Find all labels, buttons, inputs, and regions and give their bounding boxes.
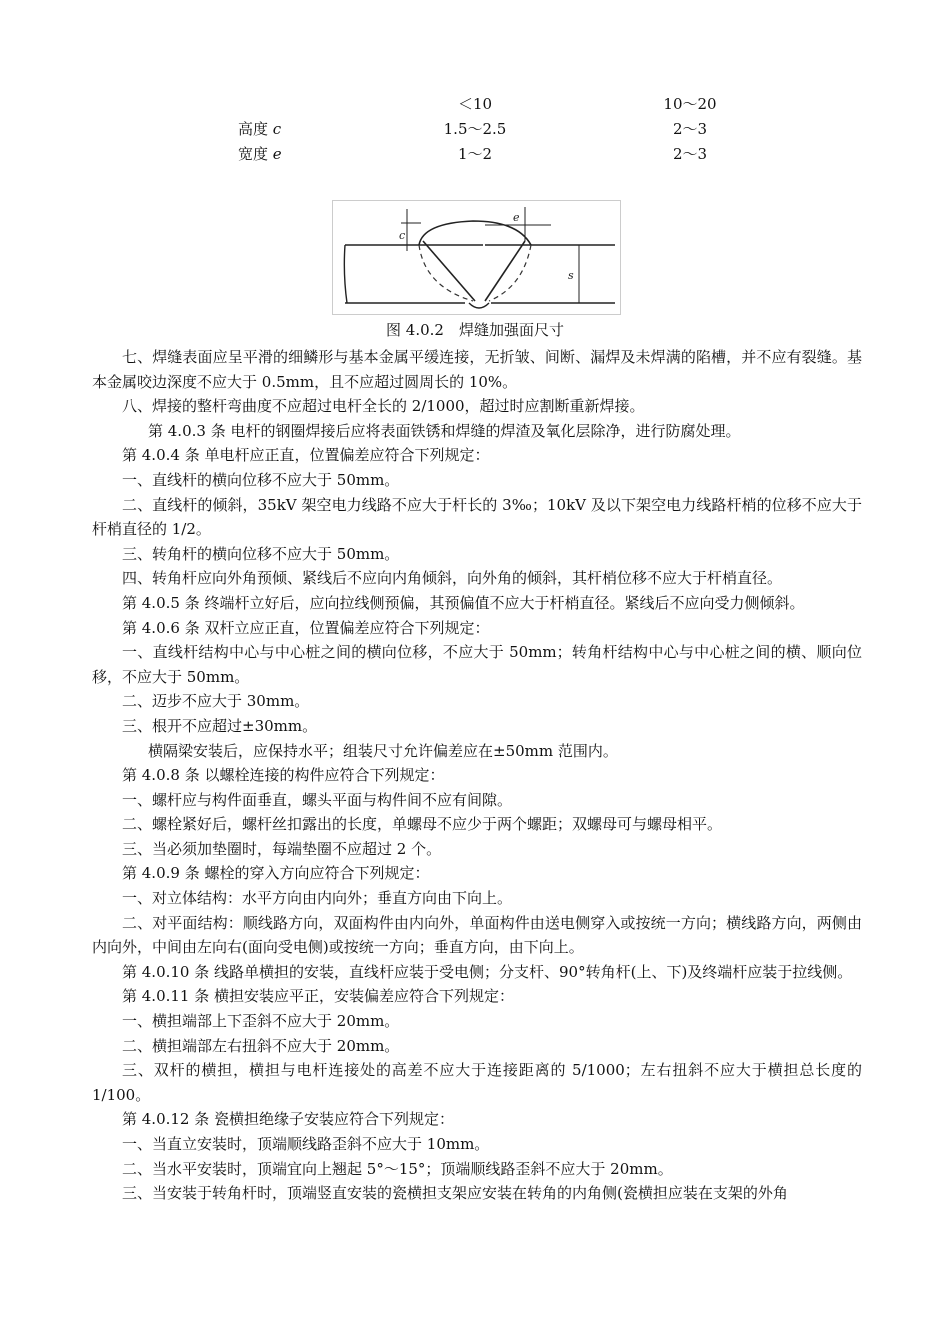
paragraph: 三、转角杆的横向位移不应大于 50mm。 [122, 544, 400, 563]
paragraph: 三、当安装于转角杆时，顶端竖直安装的瓷横担支架应安装在转角的内角侧(瓷横担应装在支架的外角 [122, 1184, 788, 1203]
label-s: s [568, 269, 574, 282]
paragraph: 七、焊缝表面应呈平滑的细鳞形与基本金属平缓连接，无折皱、间断、漏焊及未焊满的陷槽，并不应有裂缝。基本金属咬边深度不应大于 0.5mm，且不应超过圆周长的 10%。 [92, 348, 862, 391]
paragraph: 三、当必须加垫圈时，每端垫圈不应超过 2 个。 [122, 839, 442, 858]
paragraph: 第 4.0.3 条 电杆的钢圈焊接后应将表面铁锈和焊缝的焊渣及氧化层除净，进行防腐处理。 [148, 421, 741, 440]
figure-caption: 图 4.0.2 焊缝加强面尺寸 [386, 321, 564, 339]
paragraph: 第 4.0.9 条 螺栓的穿入方向应符合下列规定： [122, 864, 430, 883]
paragraph: 一、当直立安装时，顶端顺线路歪斜不应大于 10mm。 [122, 1135, 490, 1153]
body-text [92, 345, 862, 1206]
paragraph: 二、横担端部左右扭斜不应大于 20mm。 [122, 1036, 400, 1055]
table-header-row [0, 92, 950, 117]
label-c: c [399, 229, 406, 242]
paragraph: 二、迈步不应大于 30mm。 [122, 692, 310, 711]
paragraph: 第 4.0.12 条 瓷横担绝缘子安装应符合下列规定： [122, 1110, 455, 1129]
table-header-cell: ＜10 [457, 95, 493, 113]
paragraph: 第 4.0.11 条 横担安装应平正，安装偏差应符合下列规定： [122, 987, 515, 1006]
paragraph: 二、当水平安装时，顶端宜向上翘起 5°～15°；顶端顺线路歪斜不应大于 20mm。 [122, 1159, 673, 1178]
paragraph: 二、对平面结构：顺线路方向，双面构件由内向外，单面构件由送电侧穿入或按统一方向；横线路方向，两侧由内向外，中间由左向右(面向受电侧)或按统一方向；垂直方向，由下向上。 [92, 913, 862, 957]
table-row [0, 117, 950, 142]
label-e: e [513, 211, 520, 224]
paragraph: 第 4.0.4 条 单电杆应正直，位置偏差应符合下列规定： [122, 446, 490, 465]
paragraph: 横隔梁安装后，应保持水平；组装尺寸允许偏差应在±50mm 范围内。 [148, 741, 618, 760]
paragraph: 四、转角杆应向外角预倾、紧线后不应向内角倾斜，向外角的倾斜，其杆梢位移不应大于杆梢直径。 [122, 569, 783, 588]
paragraph: 一、对立体结构：水平方向由内向外；垂直方向由下向上。 [122, 889, 513, 908]
paragraph: 第 4.0.8 条 以螺栓连接的构件应符合下列规定： [122, 766, 445, 785]
paragraph: 一、直线杆结构中心与中心桩之间的横向位移，不应大于 50mm；转角杆结构中心与中心桩之间的横、顺向位移，不应大于 50mm。 [92, 643, 862, 686]
table-cell: 1～2 [457, 145, 493, 163]
weld-dimension-table [0, 92, 950, 167]
paragraph: 二、直线杆的倾斜，35kV 架空电力线路不应大于杆长的 3‰；10kV 及以下架空电力线路杆梢的位移不应大于杆梢直径的 1/2。 [92, 495, 862, 539]
table-row [0, 142, 950, 167]
table-cell: 2～3 [672, 145, 708, 163]
weld-diagram [333, 201, 620, 314]
paragraph: 二、螺栓紧好后，螺杆丝扣露出的长度，单螺母不应少于两个螺距；双螺母可与螺母相平。 [122, 815, 723, 834]
paragraph: 第 4.0.10 条 线路单横担的安装，直线杆应装于受电侧；分支杆、90°转角杆(上、下)及终端杆应装于拉线侧。 [122, 962, 853, 981]
paragraph: 一、横担端部上下歪斜不应大于 20mm。 [122, 1012, 400, 1031]
paragraph: 第 4.0.6 条 双杆立应正直，位置偏差应符合下列规定： [122, 618, 490, 637]
paragraph: 一、螺杆应与构件面垂直，螺头平面与构件间不应有间隙。 [122, 790, 513, 809]
table-cell: 2～3 [672, 120, 708, 138]
paragraph: 八、焊接的整杆弯曲度不应超过电杆全长的 2/1000，超过时应割断重新焊接。 [122, 397, 645, 416]
paragraph: 第 4.0.5 条 终端杆立好后，应向拉线侧预偏，其预偏值不应大于杆梢直径。紧线后不应向受力侧倾斜。 [122, 593, 805, 612]
paragraph: 三、双杆的横担，横担与电杆连接处的高差不应大于连接距离的 5/1000；左右扭斜不应大于横担总长度的 1/100。 [92, 1061, 862, 1104]
table-cell: 1.5～2.5 [443, 120, 507, 138]
row-label: 宽度 e [238, 145, 282, 163]
paragraph: 一、直线杆的横向位移不应大于 50mm。 [122, 470, 400, 489]
row-label: 高度 c [238, 120, 282, 138]
weld-reinforcement-figure [332, 200, 621, 315]
table-header-cell: 10～20 [663, 95, 717, 113]
paragraph: 三、根开不应超过±30mm。 [122, 716, 318, 735]
